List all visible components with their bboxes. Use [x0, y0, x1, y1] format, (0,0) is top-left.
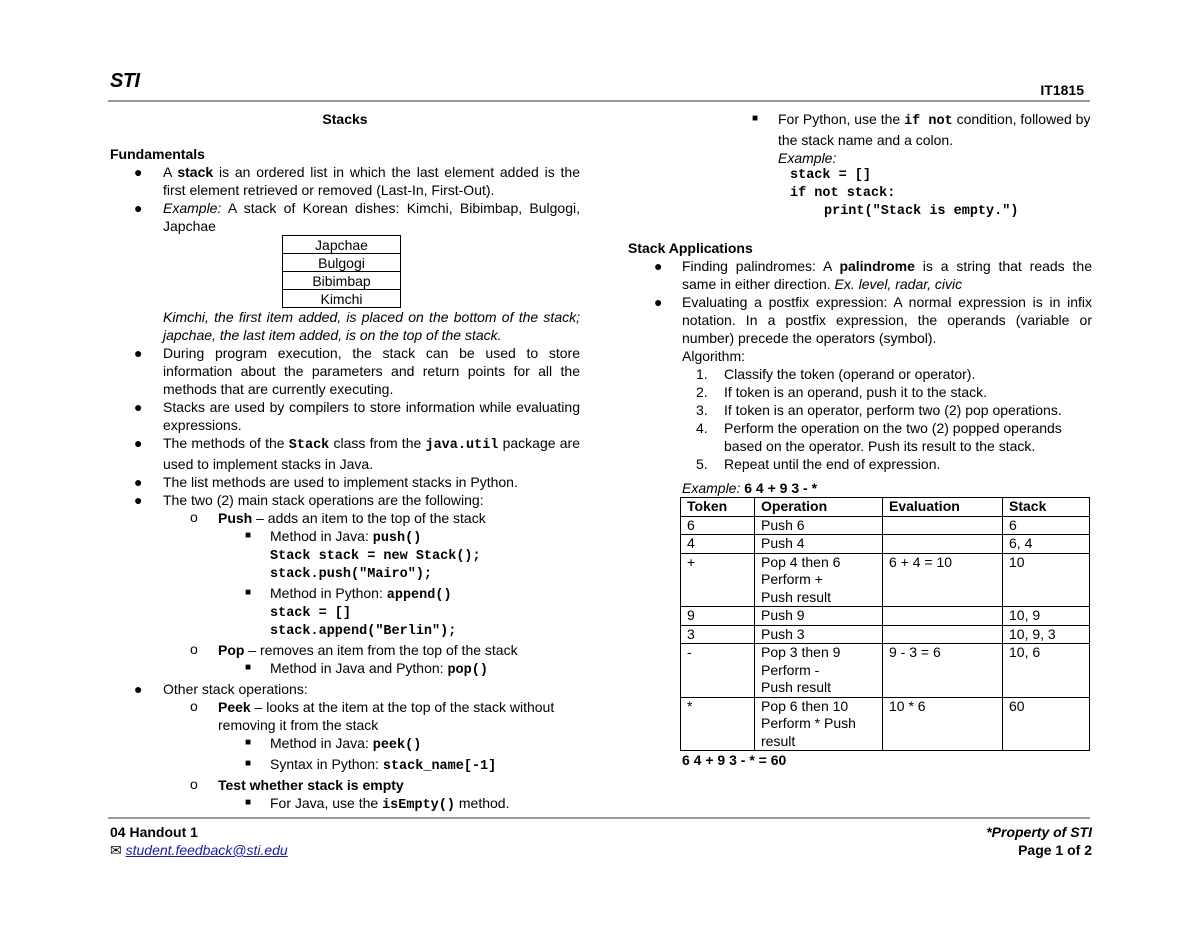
header-rule [108, 100, 1090, 102]
table-cell [883, 625, 1003, 644]
right-column [628, 110, 1092, 769]
table-cell: Pop 4 then 6 Perform + Push result [755, 553, 883, 607]
bullet-icon: ● [134, 435, 143, 451]
list-item: ● The methods of the Stack class from the java.util package are used to implement stacks in Java. [134, 435, 580, 472]
bullet-icon: ● [134, 681, 143, 697]
table-cell: 10, 9 [1003, 607, 1090, 626]
square-bullet-icon: ■ [245, 737, 252, 748]
square-bullet-icon: ■ [245, 530, 252, 541]
table-header: Evaluation [883, 498, 1003, 517]
dish-stack-table [282, 235, 401, 308]
eval-example-title: Example: 6 4 + 9 3 - * [682, 480, 818, 496]
section-fundamentals: Fundamentals [110, 146, 205, 162]
list-item: ● Finding palindromes: A palindrome is a string that reads the same in either direction. Ex. level, radar, civic [654, 258, 1093, 292]
eval-result: 6 4 + 9 3 - * = 60 [682, 752, 787, 768]
sub-sub-item: ■ Syntax in Python: stack_name[-1] [245, 756, 497, 774]
list-item: ● The two (2) main stack operations are the following: [134, 492, 484, 508]
sub-item-pop: o Pop – removes an item from the top of the stack [190, 641, 518, 658]
table-cell: 9 [681, 607, 755, 626]
square-bullet-icon: ■ [245, 587, 252, 598]
handout-label: 04 Handout 1 [110, 824, 198, 840]
list-item: ● Stacks are used by compilers to store information while evaluating expressions. [134, 399, 580, 433]
table-cell [883, 516, 1003, 535]
table-cell: Push 4 [755, 535, 883, 554]
code-line: stack.push("Mairo"); [270, 567, 433, 582]
table-cell: 6 [1003, 516, 1090, 535]
bullet-icon: ● [134, 492, 143, 508]
bullet-icon: ● [654, 258, 663, 274]
sti-logo: STI [110, 70, 140, 92]
code-line: print("Stack is empty.") [824, 204, 1019, 219]
square-bullet-icon: ■ [245, 758, 252, 769]
feedback-email-link[interactable]: student.feedback@sti.edu [125, 842, 288, 858]
table-cell: 4 [681, 535, 755, 554]
code-line: stack = [] [790, 168, 872, 183]
square-bullet-icon: ■ [245, 797, 252, 808]
list-item: ● Other stack operations: [134, 681, 308, 697]
course-code: IT1815 [1040, 82, 1084, 98]
list-item: ● Evaluating a postfix expression: A normal expression is in infix notation. In a postfix expression, the operands (variable or number) precede the operators (symbol). [654, 294, 1092, 346]
circle-bullet-icon: o [190, 698, 198, 714]
table-cell: Push 9 [755, 607, 883, 626]
table-header: Stack [1003, 498, 1090, 517]
algorithm-step: 2. If token is an operand, push it to the stack. [696, 384, 988, 400]
table-cell: - [681, 644, 755, 698]
table-cell: 6, 4 [1003, 535, 1090, 554]
list-item: ● The list methods are used to implement stacks in Python. [134, 474, 518, 490]
sub-sub-item: ■ Method in Java and Python: pop() [245, 660, 488, 678]
bullet-icon: ● [134, 474, 143, 490]
table-cell: 9 - 3 = 6 [883, 644, 1003, 698]
algorithm-label: Algorithm: [682, 348, 746, 364]
page-number: Page 1 of 2 [1018, 842, 1092, 858]
sub-item-test-empty: o Test whether stack is empty [190, 776, 404, 793]
table-cell: 6 + 4 = 10 [883, 553, 1003, 607]
table-row [681, 553, 1090, 607]
sub-sub-item: ■ For Java, use the isEmpty() method. [245, 795, 510, 813]
table-cell: Push 6 [755, 516, 883, 535]
square-bullet-icon: ■ [245, 662, 252, 673]
table-cell: 3 [681, 625, 755, 644]
table-header: Operation [755, 498, 883, 517]
stack-cell: Japchae [283, 236, 401, 254]
square-bullet-icon: ■ [752, 113, 759, 124]
stack-cell: Kimchi [283, 290, 401, 308]
bullet-icon: ● [134, 200, 143, 216]
section-stack-applications: Stack Applications [628, 240, 753, 256]
property-label: *Property of STI [986, 824, 1092, 840]
list-item: ● Example: A stack of Korean dishes: Kimchi, Bibimbap, Bulgogi, Japchae [134, 200, 580, 234]
list-item: ● During program execution, the stack can be used to store information about the parameters and return points for all the methods that are currently executing. [134, 345, 580, 397]
bullet-icon: ● [134, 345, 143, 361]
table-cell: 10 [1003, 553, 1090, 607]
table-cell: * [681, 697, 755, 751]
circle-bullet-icon: o [190, 641, 198, 657]
page-title: Stacks [322, 111, 368, 127]
table-row [681, 697, 1090, 751]
table-cell: 10, 6 [1003, 644, 1090, 698]
sub-sub-item: ■ Method in Java: push() [245, 528, 422, 546]
list-item: ● A stack is an ordered list in which the last element added is the first element retrieved or removed (Last-In, First-Out). [134, 164, 580, 198]
algorithm-step: 3. If token is an operator, perform two (2) pop operations. [696, 402, 1062, 418]
table-cell: 6 [681, 516, 755, 535]
stack-cell: Bibimbap [283, 272, 401, 290]
example-label: Example: [778, 150, 837, 166]
code-line: stack.append("Berlin"); [270, 624, 457, 639]
sub-item-peek: o Peek – looks at the item at the top of the stack without removing it from the stack [190, 698, 555, 733]
circle-bullet-icon: o [190, 776, 198, 792]
bullet-icon: ● [654, 294, 663, 310]
envelope-icon: ✉ [110, 842, 122, 858]
table-row [681, 607, 1090, 626]
sub-sub-item: ■ Method in Python: append() [245, 585, 452, 603]
sub-sub-item: ■ Method in Java: peek() [245, 735, 422, 753]
algorithm-step: 5. Repeat until the end of expression. [696, 456, 941, 472]
footer-rule [108, 817, 1090, 819]
bullet-icon: ● [134, 399, 143, 415]
footer-left [110, 823, 288, 859]
circle-bullet-icon: o [190, 509, 198, 525]
stack-cell: Bulgogi [283, 254, 401, 272]
table-cell: 10, 9, 3 [1003, 625, 1090, 644]
bullet-icon: ● [134, 164, 143, 180]
table-cell: Pop 6 then 10 Perform * Push result [755, 697, 883, 751]
sub-sub-item: ■ For Python, use the if not condition, followed by the stack name and a colon. [752, 111, 1091, 148]
algorithm-step: 4. Perform the operation on the two (2) popped operands based on the operator. Push its result to the stack. [696, 420, 1062, 454]
table-row [681, 644, 1090, 698]
table-cell: Pop 3 then 9 Perform - Push result [755, 644, 883, 698]
table-cell: 60 [1003, 697, 1090, 751]
table-cell: Push 3 [755, 625, 883, 644]
table-cell: 10 * 6 [883, 697, 1003, 751]
table-cell [883, 607, 1003, 626]
table-row [681, 625, 1090, 644]
code-line: Stack stack = new Stack(); [270, 549, 481, 564]
table-cell: + [681, 553, 755, 607]
stack-caption: Kimchi, the first item added, is placed on the bottom of the stack; japchae, the last item added, is on the top of the stack. [163, 309, 580, 343]
footer-right [986, 823, 1092, 859]
code-line: if not stack: [790, 186, 896, 201]
table-cell [883, 535, 1003, 554]
table-header: Token [681, 498, 755, 517]
algorithm-step: 1. Classify the token (operand or operator). [696, 366, 976, 382]
code-line: stack = [] [270, 606, 352, 621]
left-column [110, 110, 580, 815]
table-row [681, 535, 1090, 554]
sub-item-push: o Push – adds an item to the top of the stack [190, 509, 486, 526]
table-row [681, 516, 1090, 535]
postfix-eval-table [680, 497, 1090, 751]
